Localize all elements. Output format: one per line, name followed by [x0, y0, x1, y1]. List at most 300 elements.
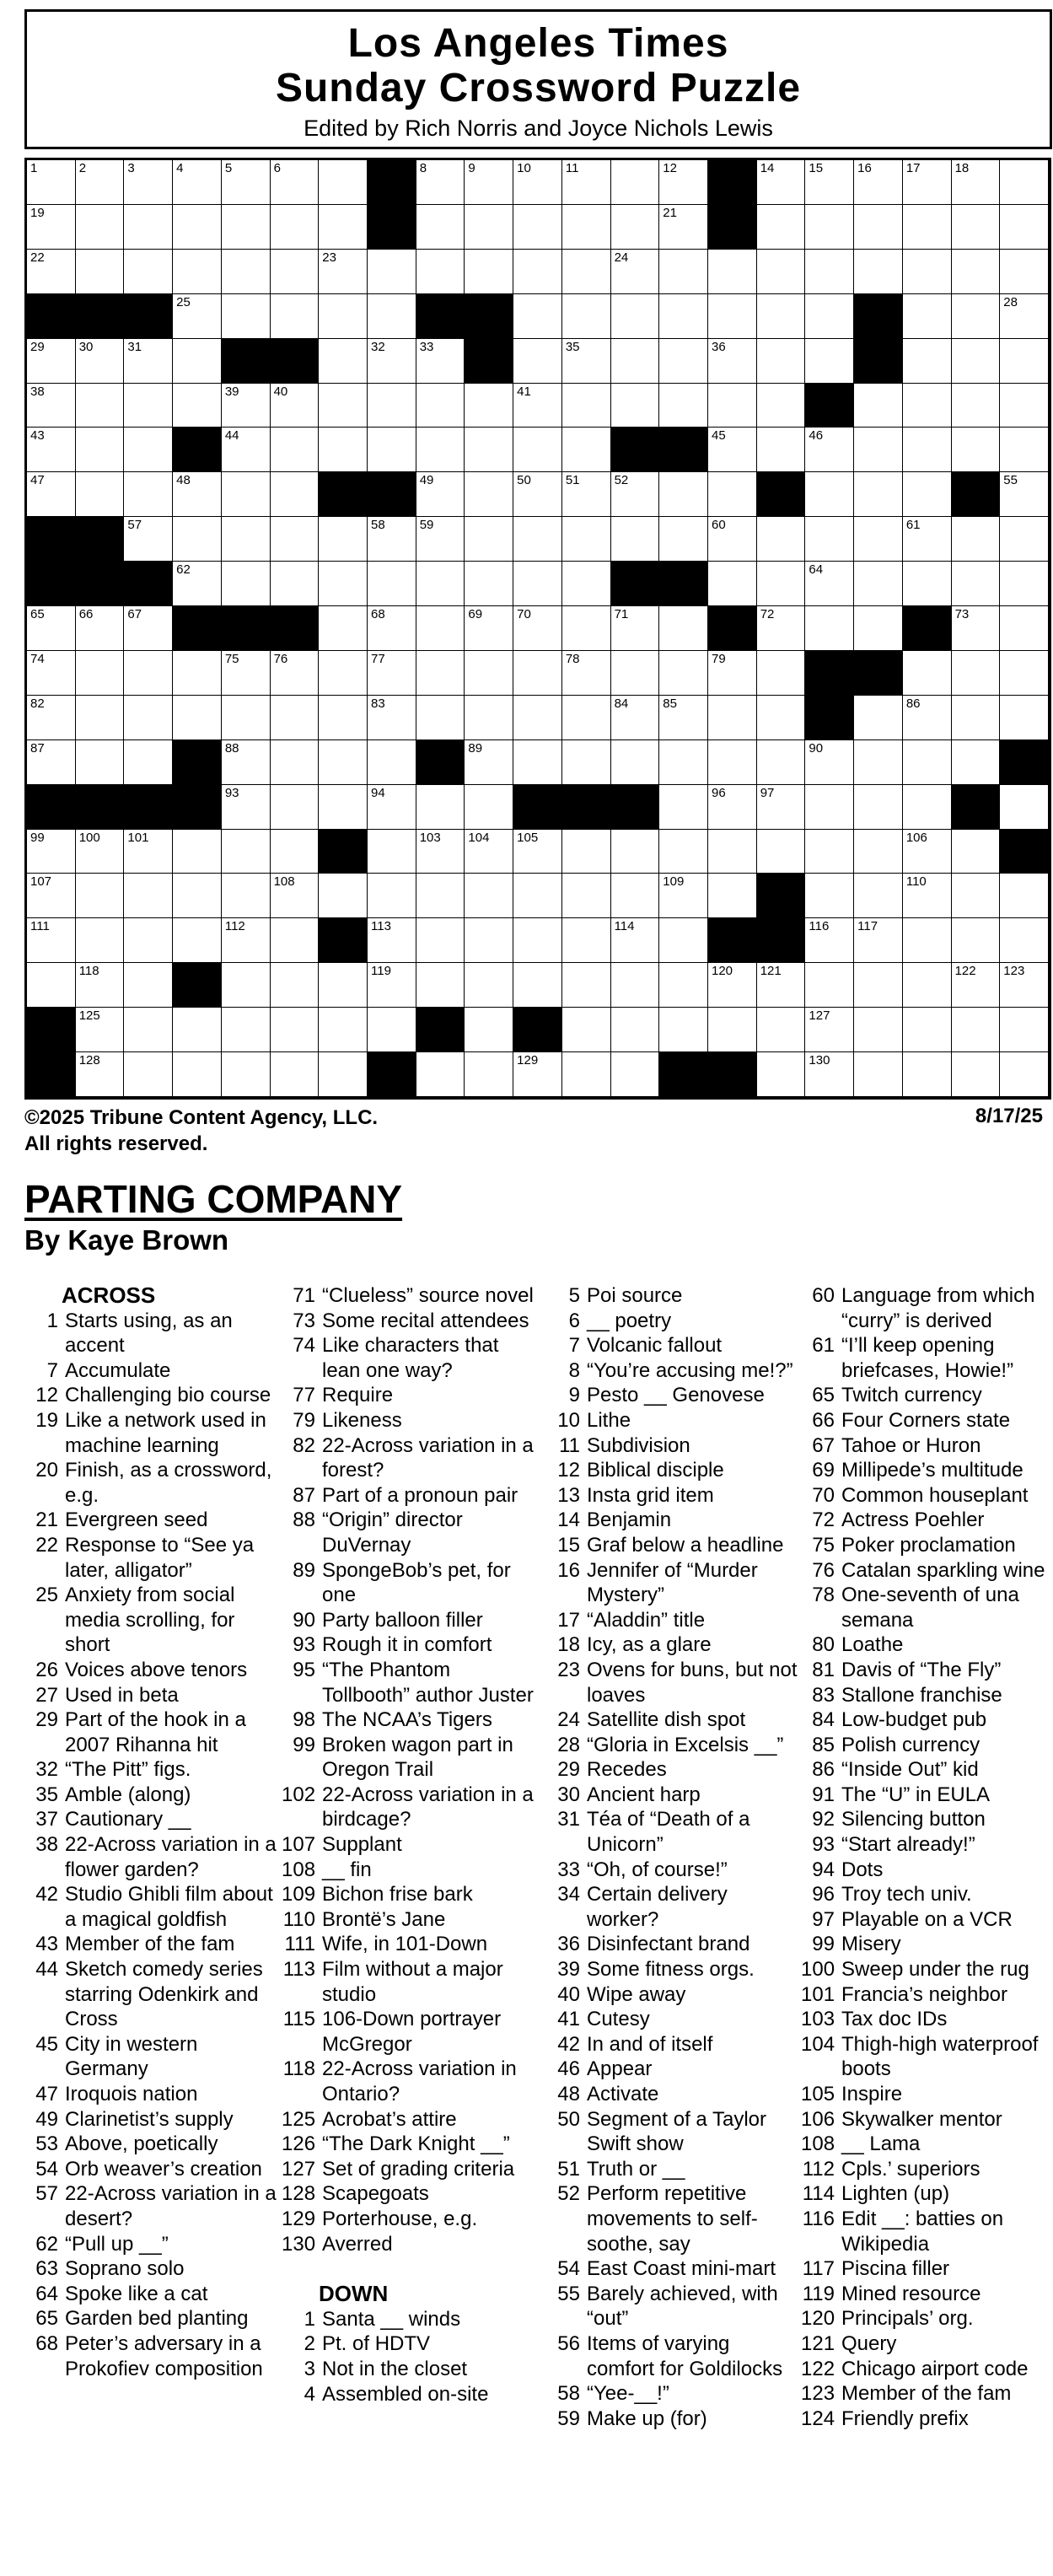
grid-cell[interactable] [1000, 339, 1049, 384]
grid-cell[interactable] [757, 963, 806, 1008]
grid-cell[interactable] [1000, 294, 1049, 339]
grid-cell[interactable] [805, 562, 854, 606]
grid-cell[interactable] [76, 918, 125, 963]
grid-cell[interactable] [76, 339, 125, 384]
grid-cell[interactable] [854, 428, 903, 472]
grid-cell[interactable] [1000, 428, 1049, 472]
grid-cell[interactable] [562, 472, 611, 517]
grid-cell[interactable] [611, 294, 660, 339]
grid-cell[interactable] [708, 1008, 757, 1052]
grid-cell[interactable] [319, 696, 368, 740]
grid-cell[interactable] [319, 205, 368, 250]
grid-cell[interactable] [854, 918, 903, 963]
grid-cell[interactable] [27, 339, 76, 384]
grid-cell[interactable] [1000, 918, 1049, 963]
grid-cell[interactable] [1000, 1008, 1049, 1052]
grid-cell[interactable] [513, 963, 562, 1008]
grid-cell[interactable] [27, 696, 76, 740]
grid-cell[interactable] [368, 785, 416, 830]
grid-cell[interactable] [124, 696, 173, 740]
grid-cell[interactable] [757, 517, 806, 562]
grid-cell[interactable] [1000, 651, 1049, 696]
grid-cell[interactable] [76, 606, 125, 651]
grid-cell[interactable] [124, 517, 173, 562]
grid-cell[interactable] [903, 517, 952, 562]
grid-cell[interactable] [465, 205, 513, 250]
grid-cell[interactable] [854, 384, 903, 428]
grid-cell[interactable] [952, 384, 1001, 428]
grid-cell[interactable] [222, 651, 271, 696]
grid-cell[interactable] [513, 606, 562, 651]
grid-cell[interactable] [562, 696, 611, 740]
grid-cell[interactable] [27, 472, 76, 517]
grid-cell[interactable] [903, 472, 952, 517]
grid-cell[interactable] [465, 160, 513, 205]
grid-cell[interactable] [27, 651, 76, 696]
grid-cell[interactable] [76, 472, 125, 517]
grid-cell[interactable] [659, 874, 708, 918]
grid-cell[interactable] [805, 160, 854, 205]
grid-cell[interactable] [805, 1052, 854, 1097]
grid-cell[interactable] [27, 874, 76, 918]
grid-cell[interactable] [76, 830, 125, 874]
grid-cell[interactable] [611, 517, 660, 562]
grid-cell[interactable] [708, 472, 757, 517]
grid-cell[interactable] [659, 517, 708, 562]
grid-cell[interactable] [222, 250, 271, 294]
grid-cell[interactable] [124, 874, 173, 918]
grid-cell[interactable] [319, 517, 368, 562]
grid-cell[interactable] [271, 562, 320, 606]
grid-cell[interactable] [903, 205, 952, 250]
grid-cell[interactable] [903, 740, 952, 785]
grid-cell[interactable] [611, 205, 660, 250]
grid-cell[interactable] [319, 294, 368, 339]
grid-cell[interactable] [513, 384, 562, 428]
grid-cell[interactable] [757, 696, 806, 740]
grid-cell[interactable] [416, 651, 465, 696]
grid-cell[interactable] [952, 294, 1001, 339]
grid-cell[interactable] [416, 472, 465, 517]
grid-cell[interactable] [222, 874, 271, 918]
grid-cell[interactable] [173, 696, 222, 740]
grid-cell[interactable] [854, 250, 903, 294]
grid-cell[interactable] [76, 428, 125, 472]
grid-cell[interactable] [952, 339, 1001, 384]
grid-cell[interactable] [562, 918, 611, 963]
grid-cell[interactable] [1000, 874, 1049, 918]
grid-cell[interactable] [562, 294, 611, 339]
grid-cell[interactable] [124, 205, 173, 250]
grid-cell[interactable] [124, 160, 173, 205]
grid-cell[interactable] [76, 250, 125, 294]
grid-cell[interactable] [1000, 384, 1049, 428]
grid-cell[interactable] [27, 918, 76, 963]
grid-cell[interactable] [903, 294, 952, 339]
grid-cell[interactable] [903, 1008, 952, 1052]
grid-cell[interactable] [124, 428, 173, 472]
grid-cell[interactable] [465, 918, 513, 963]
grid-cell[interactable] [368, 428, 416, 472]
grid-cell[interactable] [611, 830, 660, 874]
grid-cell[interactable] [319, 963, 368, 1008]
grid-cell[interactable] [659, 651, 708, 696]
grid-cell[interactable] [659, 472, 708, 517]
grid-cell[interactable] [1000, 785, 1049, 830]
grid-cell[interactable] [611, 918, 660, 963]
grid-cell[interactable] [854, 606, 903, 651]
grid-cell[interactable] [611, 472, 660, 517]
grid-cell[interactable] [903, 830, 952, 874]
grid-cell[interactable] [271, 428, 320, 472]
grid-cell[interactable] [952, 562, 1001, 606]
grid-cell[interactable] [513, 830, 562, 874]
grid-cell[interactable] [173, 205, 222, 250]
grid-cell[interactable] [173, 918, 222, 963]
grid-cell[interactable] [465, 963, 513, 1008]
grid-cell[interactable] [416, 384, 465, 428]
grid-cell[interactable] [854, 472, 903, 517]
grid-cell[interactable] [271, 740, 320, 785]
grid-cell[interactable] [562, 1008, 611, 1052]
grid-cell[interactable] [368, 250, 416, 294]
grid-cell[interactable] [27, 428, 76, 472]
grid-cell[interactable] [805, 294, 854, 339]
grid-cell[interactable] [659, 918, 708, 963]
grid-cell[interactable] [854, 740, 903, 785]
grid-cell[interactable] [76, 384, 125, 428]
grid-cell[interactable] [173, 294, 222, 339]
grid-cell[interactable] [757, 1008, 806, 1052]
grid-cell[interactable] [513, 696, 562, 740]
grid-cell[interactable] [368, 651, 416, 696]
grid-cell[interactable] [416, 428, 465, 472]
grid-cell[interactable] [368, 874, 416, 918]
grid-cell[interactable] [465, 696, 513, 740]
grid-cell[interactable] [513, 294, 562, 339]
grid-cell[interactable] [562, 384, 611, 428]
grid-cell[interactable] [271, 696, 320, 740]
grid-cell[interactable] [465, 472, 513, 517]
grid-cell[interactable] [952, 740, 1001, 785]
grid-cell[interactable] [124, 918, 173, 963]
grid-cell[interactable] [854, 696, 903, 740]
grid-cell[interactable] [124, 472, 173, 517]
grid-cell[interactable] [952, 1052, 1001, 1097]
grid-cell[interactable] [368, 606, 416, 651]
grid-cell[interactable] [368, 696, 416, 740]
grid-cell[interactable] [222, 830, 271, 874]
grid-cell[interactable] [27, 963, 76, 1008]
grid-cell[interactable] [416, 606, 465, 651]
grid-cell[interactable] [708, 963, 757, 1008]
grid-cell[interactable] [757, 562, 806, 606]
grid-cell[interactable] [659, 963, 708, 1008]
grid-cell[interactable] [903, 696, 952, 740]
grid-cell[interactable] [757, 250, 806, 294]
grid-cell[interactable] [222, 740, 271, 785]
grid-cell[interactable] [562, 830, 611, 874]
grid-cell[interactable] [903, 918, 952, 963]
grid-cell[interactable] [903, 384, 952, 428]
grid-cell[interactable] [271, 830, 320, 874]
grid-cell[interactable] [173, 517, 222, 562]
grid-cell[interactable] [27, 740, 76, 785]
grid-cell[interactable] [805, 339, 854, 384]
grid-cell[interactable] [757, 606, 806, 651]
grid-cell[interactable] [903, 160, 952, 205]
grid-cell[interactable] [271, 160, 320, 205]
grid-cell[interactable] [76, 651, 125, 696]
grid-cell[interactable] [416, 874, 465, 918]
grid-cell[interactable] [805, 918, 854, 963]
grid-cell[interactable] [708, 696, 757, 740]
grid-cell[interactable] [465, 606, 513, 651]
grid-cell[interactable] [222, 205, 271, 250]
grid-cell[interactable] [76, 1052, 125, 1097]
grid-cell[interactable] [368, 1008, 416, 1052]
grid-cell[interactable] [465, 250, 513, 294]
grid-cell[interactable] [222, 1052, 271, 1097]
grid-cell[interactable] [124, 651, 173, 696]
grid-cell[interactable] [1000, 160, 1049, 205]
grid-cell[interactable] [708, 874, 757, 918]
grid-cell[interactable] [1000, 606, 1049, 651]
grid-cell[interactable] [659, 250, 708, 294]
grid-cell[interactable] [271, 963, 320, 1008]
grid-cell[interactable] [173, 339, 222, 384]
grid-cell[interactable] [611, 1008, 660, 1052]
grid-cell[interactable] [659, 696, 708, 740]
grid-cell[interactable] [416, 785, 465, 830]
grid-cell[interactable] [319, 250, 368, 294]
grid-cell[interactable] [222, 517, 271, 562]
grid-cell[interactable] [611, 696, 660, 740]
grid-cell[interactable] [854, 874, 903, 918]
grid-cell[interactable] [416, 339, 465, 384]
grid-cell[interactable] [513, 160, 562, 205]
grid-cell[interactable] [854, 205, 903, 250]
grid-cell[interactable] [805, 472, 854, 517]
grid-cell[interactable] [562, 1052, 611, 1097]
grid-cell[interactable] [659, 205, 708, 250]
grid-cell[interactable] [124, 1052, 173, 1097]
grid-cell[interactable] [124, 339, 173, 384]
grid-cell[interactable] [76, 205, 125, 250]
grid-cell[interactable] [513, 918, 562, 963]
grid-cell[interactable] [611, 1052, 660, 1097]
grid-cell[interactable] [611, 160, 660, 205]
grid-cell[interactable] [416, 562, 465, 606]
grid-cell[interactable] [805, 785, 854, 830]
grid-cell[interactable] [513, 205, 562, 250]
grid-cell[interactable] [222, 384, 271, 428]
grid-cell[interactable] [805, 517, 854, 562]
grid-cell[interactable] [173, 874, 222, 918]
grid-cell[interactable] [271, 472, 320, 517]
grid-cell[interactable] [222, 963, 271, 1008]
grid-cell[interactable] [562, 874, 611, 918]
grid-cell[interactable] [659, 294, 708, 339]
grid-cell[interactable] [124, 830, 173, 874]
grid-cell[interactable] [368, 339, 416, 384]
grid-cell[interactable] [1000, 205, 1049, 250]
grid-cell[interactable] [222, 160, 271, 205]
grid-cell[interactable] [76, 160, 125, 205]
grid-cell[interactable] [271, 250, 320, 294]
grid-cell[interactable] [222, 294, 271, 339]
grid-cell[interactable] [271, 1008, 320, 1052]
grid-cell[interactable] [708, 651, 757, 696]
grid-cell[interactable] [465, 1052, 513, 1097]
grid-cell[interactable] [611, 740, 660, 785]
grid-cell[interactable] [903, 428, 952, 472]
grid-cell[interactable] [319, 785, 368, 830]
grid-cell[interactable] [757, 205, 806, 250]
grid-cell[interactable] [659, 160, 708, 205]
grid-cell[interactable] [562, 606, 611, 651]
grid-cell[interactable] [952, 517, 1001, 562]
grid-cell[interactable] [465, 874, 513, 918]
grid-cell[interactable] [319, 160, 368, 205]
grid-cell[interactable] [708, 785, 757, 830]
grid-cell[interactable] [659, 785, 708, 830]
grid-cell[interactable] [27, 830, 76, 874]
grid-cell[interactable] [562, 963, 611, 1008]
grid-cell[interactable] [271, 294, 320, 339]
grid-cell[interactable] [124, 963, 173, 1008]
grid-cell[interactable] [805, 428, 854, 472]
grid-cell[interactable] [368, 740, 416, 785]
grid-cell[interactable] [952, 160, 1001, 205]
grid-cell[interactable] [952, 918, 1001, 963]
grid-cell[interactable] [708, 428, 757, 472]
grid-cell[interactable] [416, 1052, 465, 1097]
grid-cell[interactable] [465, 785, 513, 830]
grid-cell[interactable] [465, 428, 513, 472]
grid-cell[interactable] [757, 1052, 806, 1097]
grid-cell[interactable] [708, 294, 757, 339]
grid-cell[interactable] [173, 250, 222, 294]
grid-cell[interactable] [659, 740, 708, 785]
grid-cell[interactable] [465, 384, 513, 428]
grid-cell[interactable] [903, 785, 952, 830]
grid-cell[interactable] [27, 606, 76, 651]
grid-cell[interactable] [513, 651, 562, 696]
grid-cell[interactable] [562, 517, 611, 562]
grid-cell[interactable] [952, 830, 1001, 874]
grid-cell[interactable] [416, 918, 465, 963]
grid-cell[interactable] [368, 918, 416, 963]
grid-cell[interactable] [416, 963, 465, 1008]
grid-cell[interactable] [513, 339, 562, 384]
grid-cell[interactable] [903, 874, 952, 918]
grid-cell[interactable] [952, 874, 1001, 918]
grid-cell[interactable] [513, 874, 562, 918]
grid-cell[interactable] [368, 562, 416, 606]
grid-cell[interactable] [124, 606, 173, 651]
grid-cell[interactable] [903, 562, 952, 606]
grid-cell[interactable] [76, 696, 125, 740]
grid-cell[interactable] [222, 428, 271, 472]
grid-cell[interactable] [611, 606, 660, 651]
grid-cell[interactable] [513, 250, 562, 294]
grid-cell[interactable] [903, 250, 952, 294]
grid-cell[interactable] [805, 205, 854, 250]
grid-cell[interactable] [271, 785, 320, 830]
grid-cell[interactable] [562, 339, 611, 384]
grid-cell[interactable] [562, 651, 611, 696]
grid-cell[interactable] [319, 740, 368, 785]
grid-cell[interactable] [708, 517, 757, 562]
grid-cell[interactable] [952, 1008, 1001, 1052]
grid-cell[interactable] [952, 651, 1001, 696]
grid-cell[interactable] [708, 339, 757, 384]
grid-cell[interactable] [368, 384, 416, 428]
grid-cell[interactable] [465, 517, 513, 562]
grid-cell[interactable] [124, 1008, 173, 1052]
grid-cell[interactable] [805, 1008, 854, 1052]
grid-cell[interactable] [952, 696, 1001, 740]
grid-cell[interactable] [368, 517, 416, 562]
grid-cell[interactable] [416, 205, 465, 250]
grid-cell[interactable] [173, 384, 222, 428]
grid-cell[interactable] [952, 963, 1001, 1008]
grid-cell[interactable] [513, 740, 562, 785]
grid-cell[interactable] [27, 205, 76, 250]
grid-cell[interactable] [76, 1008, 125, 1052]
grid-cell[interactable] [76, 740, 125, 785]
grid-cell[interactable] [416, 250, 465, 294]
grid-cell[interactable] [271, 874, 320, 918]
grid-cell[interactable] [76, 874, 125, 918]
grid-cell[interactable] [1000, 517, 1049, 562]
grid-cell[interactable] [465, 562, 513, 606]
grid-cell[interactable] [708, 250, 757, 294]
grid-cell[interactable] [319, 874, 368, 918]
grid-cell[interactable] [757, 651, 806, 696]
grid-cell[interactable] [659, 606, 708, 651]
grid-cell[interactable] [952, 606, 1001, 651]
grid-cell[interactable] [952, 428, 1001, 472]
grid-cell[interactable] [513, 517, 562, 562]
grid-cell[interactable] [319, 562, 368, 606]
grid-cell[interactable] [124, 740, 173, 785]
grid-cell[interactable] [854, 1008, 903, 1052]
grid-cell[interactable] [222, 472, 271, 517]
grid-cell[interactable] [611, 963, 660, 1008]
grid-cell[interactable] [222, 696, 271, 740]
grid-cell[interactable] [805, 830, 854, 874]
grid-cell[interactable] [805, 606, 854, 651]
grid-cell[interactable] [708, 830, 757, 874]
grid-cell[interactable] [708, 740, 757, 785]
grid-cell[interactable] [757, 160, 806, 205]
grid-cell[interactable] [173, 562, 222, 606]
grid-cell[interactable] [708, 384, 757, 428]
grid-cell[interactable] [854, 963, 903, 1008]
grid-cell[interactable] [27, 160, 76, 205]
grid-cell[interactable] [757, 428, 806, 472]
grid-cell[interactable] [854, 517, 903, 562]
grid-cell[interactable] [757, 785, 806, 830]
grid-cell[interactable] [222, 1008, 271, 1052]
grid-cell[interactable] [757, 339, 806, 384]
grid-cell[interactable] [271, 651, 320, 696]
grid-cell[interactable] [659, 1008, 708, 1052]
grid-cell[interactable] [173, 160, 222, 205]
grid-cell[interactable] [513, 472, 562, 517]
